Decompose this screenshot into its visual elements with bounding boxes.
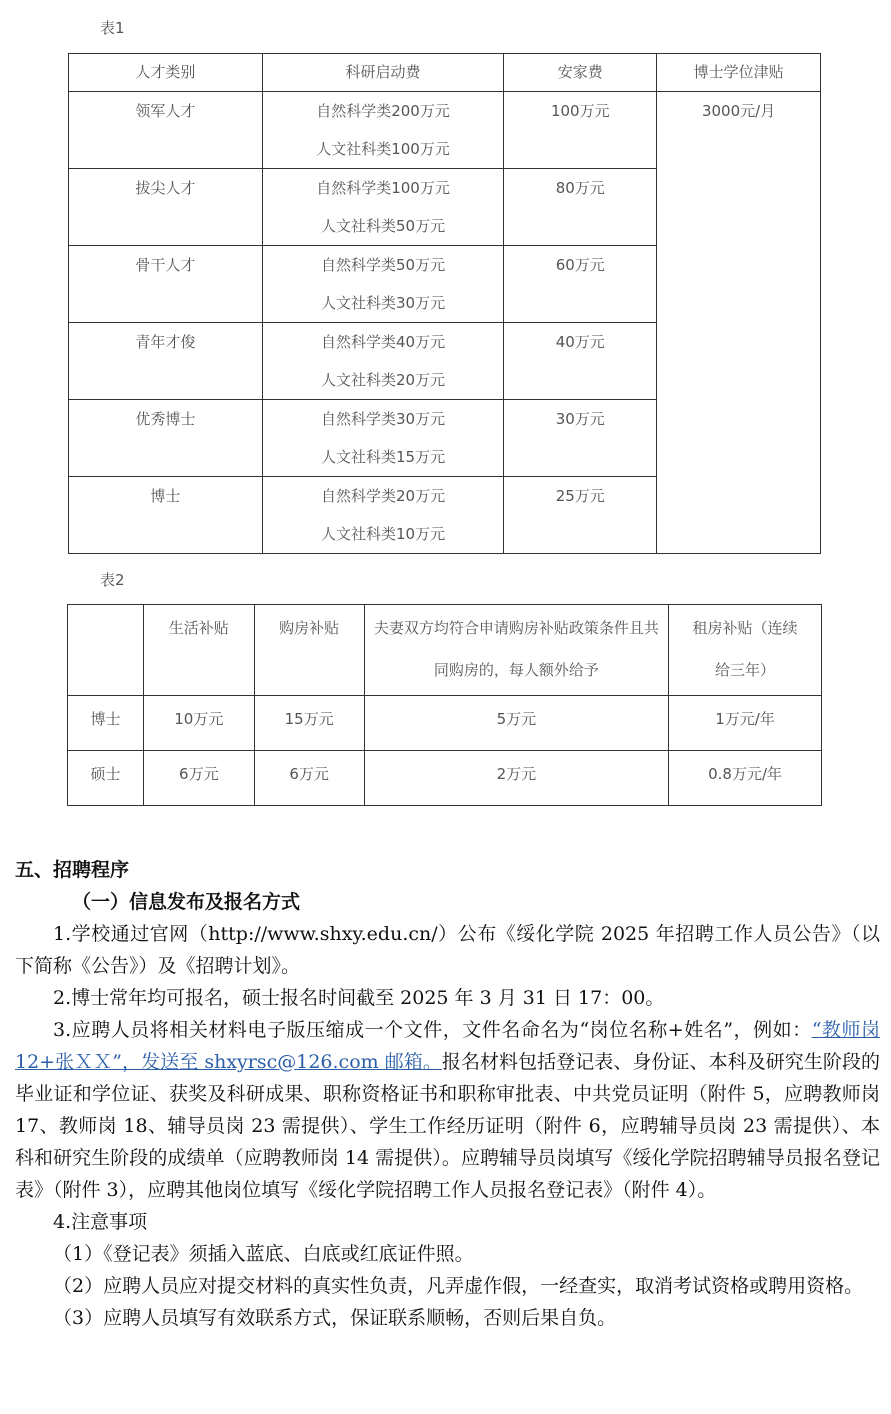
header-blank — [68, 605, 144, 696]
category-cell: 优秀博士 — [69, 400, 263, 477]
purchase-cell: 6万元 — [254, 751, 364, 806]
header-doctoral-allowance: 博士学位津贴 — [657, 54, 821, 92]
header-couple-extra: 夫妻双方均符合申请购房补贴政策条件且共同购房的，每人额外给予 — [364, 605, 669, 696]
fund-cell: 自然科学类20万元 人文社科类10万元 — [262, 477, 504, 554]
purchase-cell: 15万元 — [254, 696, 364, 751]
fund-cell: 自然科学类40万元 人文社科类20万元 — [262, 323, 504, 400]
living-cell: 6万元 — [143, 751, 254, 806]
table-row — [69, 92, 821, 169]
housing-cell: 100万元 — [504, 92, 657, 169]
paragraph-3: 3.应聘人员将相关材料电子版压缩成一个文件，文件名命名为“岗位名称+姓名”，例如：“教师岗 12+张ＸＸ”，发送至 shxyrsc@126.com 邮箱。报名材料包括登记表、身份证、本科及研究生阶段的毕业证和学位证、获奖及科研成果、职称资格证书和职称审批表、中共党员证明（附件 5，应聘教师岗 17、教师岗 18、辅导员岗 23 需提供）、学生工作经历证明（附件 6，应聘辅导员岗 23 需提供）、本科和研究生阶段的成绩单（应聘教师岗 14 需提供）。应聘辅导员岗填写《绥化学院招聘辅导员报名登记表》（附件 3），应聘其他岗位填写《绥化学院招聘工作人员报名登记表》（附件 4）。 — [15, 1019, 880, 1201]
section-subtitle: （一）信息发布及报名方式 — [72, 891, 301, 913]
living-cell: 10万元 — [143, 696, 254, 751]
table1-caption: 表1 — [100, 19, 125, 37]
recruitment-procedure — [15, 854, 880, 1334]
header-settlement: 安家费 — [504, 54, 657, 92]
talent-funding-table — [68, 53, 821, 554]
allowance-cell: 3000元/月 — [657, 92, 821, 554]
note-3: （3）应聘人员填写有效联系方式，保证联系顺畅，否则后果自负。 — [53, 1307, 617, 1329]
rent-cell: 0.8万元/年 — [669, 751, 822, 806]
fund-cell: 自然科学类30万元 人文社科类15万元 — [262, 400, 504, 477]
note-2: （2）应聘人员应对提交材料的真实性负责，凡弄虚作假，一经查实，取消考试资格或聘用资格。 — [53, 1275, 864, 1297]
housing-cell: 25万元 — [504, 477, 657, 554]
table-row — [68, 696, 822, 751]
category-cell: 骨干人才 — [69, 246, 263, 323]
paragraph-2: 2.博士常年均可报名，硕士报名时间截至 2025 年 3 月 31 日 17：00。 — [53, 987, 665, 1009]
degree-label: 硕士 — [68, 751, 144, 806]
housing-cell: 40万元 — [504, 323, 657, 400]
category-cell: 领军人才 — [69, 92, 263, 169]
housing-cell: 60万元 — [504, 246, 657, 323]
extra-cell: 5万元 — [364, 696, 669, 751]
email-link[interactable]: “教师岗 12+张ＸＸ”，发送至 shxyrsc@126.com 邮箱。 — [15, 1019, 880, 1073]
table-row — [68, 751, 822, 806]
category-cell: 拔尖人才 — [69, 169, 263, 246]
table2-caption: 表2 — [100, 571, 125, 589]
fund-cell: 自然科学类200万元 人文社科类100万元 — [262, 92, 504, 169]
fund-cell: 自然科学类100万元 人文社科类50万元 — [262, 169, 504, 246]
paragraph-1: 1.学校通过官网（http://www.shxy.edu.cn/）公布《绥化学院 2025 年招聘工作人员公告》（以下简称《公告》）及《招聘计划》。 — [15, 923, 880, 977]
category-cell: 青年才俊 — [69, 323, 263, 400]
fund-cell: 自然科学类50万元 人文社科类30万元 — [262, 246, 504, 323]
paragraph-4: 4.注意事项 — [53, 1211, 148, 1233]
housing-cell: 30万元 — [504, 400, 657, 477]
category-cell: 博士 — [69, 477, 263, 554]
degree-label: 博士 — [68, 696, 144, 751]
header-research-fund: 科研启动费 — [262, 54, 504, 92]
housing-cell: 80万元 — [504, 169, 657, 246]
note-1: （1）《登记表》须插入蓝底、白底或红底证件照。 — [53, 1243, 474, 1265]
header-category: 人才类别 — [69, 54, 263, 92]
section-title: 五、招聘程序 — [15, 859, 130, 881]
extra-cell: 2万元 — [364, 751, 669, 806]
header-rent-subsidy: 租房补贴（连续给三年） — [669, 605, 822, 696]
subsidy-table — [67, 604, 822, 806]
header-purchase-subsidy: 购房补贴 — [254, 605, 364, 696]
rent-cell: 1万元/年 — [669, 696, 822, 751]
header-living-subsidy: 生活补贴 — [143, 605, 254, 696]
